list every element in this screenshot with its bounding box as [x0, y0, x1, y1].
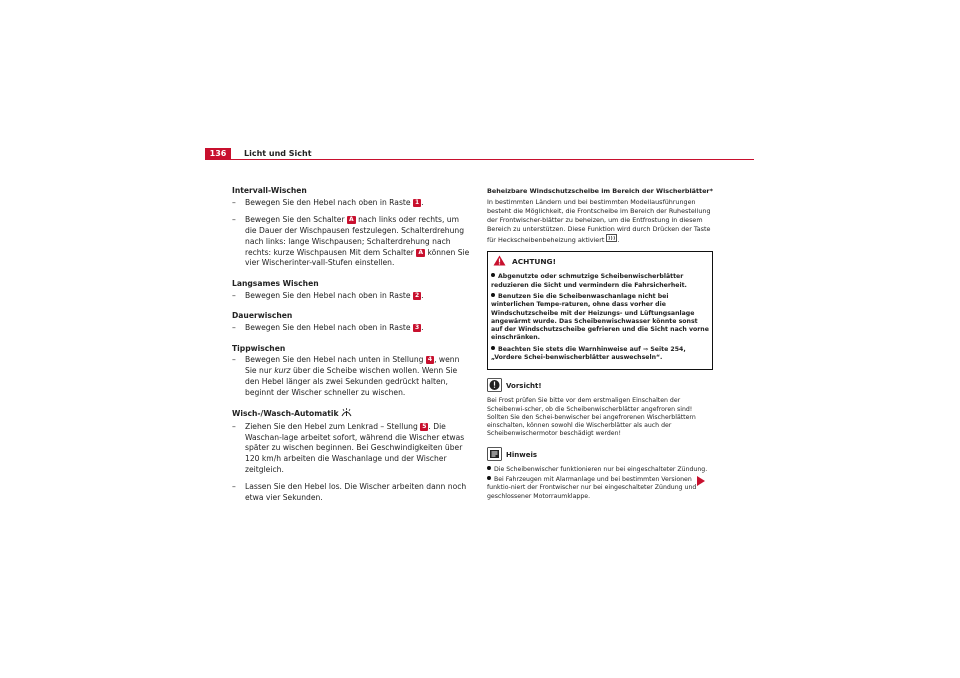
wasch-title-text: Wisch-/Wasch-Automatik	[232, 409, 339, 419]
position-badge-2: 2	[414, 291, 420, 299]
section-intervall	[232, 186, 472, 269]
warning-triangle-icon	[493, 255, 506, 269]
wasch-step-1-a: Ziehen Sie den Hebel zum Lenkrad – Stellung	[245, 421, 418, 431]
langsam-step: – Bewegen Sie den Hebel nach oben in Raste 2 .	[232, 290, 424, 300]
left-column	[232, 186, 472, 514]
dash: –	[232, 197, 236, 207]
caution-title: Vorsicht!	[506, 382, 542, 391]
page-title: Licht und Sicht	[244, 149, 312, 158]
hint-bullet-1-text: Die Scheibenwischer funktionieren nur bei eingeschalteter Zündung.	[494, 465, 708, 473]
intervall-step-1: – Bewegen Sie den Hebel nach oben in Raste 1 .	[232, 197, 424, 207]
bullet-dot	[491, 273, 495, 277]
right-column	[487, 187, 713, 503]
tipp-step-b: , wenn Sie nur	[245, 355, 460, 376]
wasch-title	[232, 408, 472, 421]
intervall-step-2	[232, 215, 472, 269]
tipp-title: Tippwischen	[232, 343, 286, 353]
warning-title: ACHTUNG!	[512, 256, 556, 266]
dash: –	[232, 323, 236, 333]
switch-badge-a-2: A	[418, 248, 424, 256]
bullet-dot	[487, 476, 491, 480]
dauer-step-text: Bewegen Sie den Hebel nach oben in Raste	[245, 323, 411, 333]
warning-box	[487, 251, 713, 370]
wasch-step-2-text: Lassen Sie den Hebel los. Die Wischer arbeiten dann noch etwa vier Sekunden.	[245, 482, 467, 503]
section-langsam	[232, 279, 472, 301]
switch-badge-a: A	[348, 216, 354, 224]
wiper-washer-icon	[341, 408, 352, 421]
caution-text: Bei Frost prüfen Sie bitte vor dem erstmaligen Einschalten der Scheibenwi-scher, ob die Scheibenwischerblätter angefroren sind! Sollten Sie den Schei-benwischer bei angefrorenen Wischerblättern einschalten, können sowohl die Wischerblätter als auch der Scheibenwischermotor beschädigt werden!	[487, 397, 696, 438]
wasch-step-2	[232, 482, 472, 503]
warning-bullet-2	[491, 293, 709, 343]
bullet-dot	[491, 293, 495, 297]
position-badge-4: 4	[427, 356, 433, 364]
tipp-step-c: über die Scheibe wischen wollen. Wenn Sie den Hebel länger als zwei Sekunden gedrückt halten, beginnt der Wischer schneller zu wischen.	[245, 366, 458, 397]
warning-bullet-3-a: Beachten Sie stets die Warnhinweise auf	[498, 345, 641, 353]
caution-icon	[487, 378, 502, 395]
bullet-dot	[487, 466, 491, 470]
dash: –	[232, 215, 236, 225]
hint-bullet-1	[487, 466, 713, 474]
wasch-step-1-b: . Die Waschan-lage arbeitet sofort, während die Wischer etwas später zu wischen beginnen. Bei Geschwindigkeiten über 120 km/h arbeiten die Waschanlage und der Wischer zeitgleich.	[245, 421, 465, 474]
hint-title: Hinweis	[506, 450, 538, 459]
intervall-step-2-b: nach links oder rechts, um die Dauer der Wischpausen festzulegen. Schalterdrehung nach links: lange Wischpausen; Schalterdrehung nach rechts: kurze Wischpausen Mit dem Schalter	[245, 215, 465, 257]
tipp-step	[232, 355, 472, 398]
hint-bullet-2	[487, 476, 713, 501]
dauer-title: Dauerwischen	[232, 311, 293, 321]
position-badge-3: 3	[414, 324, 420, 332]
hint-bullet-2-text: Bei Fahrzeugen mit Alarmanlage und bei bestimmten Versionen funktio-niert der Frontwischer nur bei eingeschalteter Zündung und geschlossener Motorraumklappe.	[487, 475, 697, 500]
caution-header	[487, 378, 713, 395]
hint-icon	[487, 447, 502, 464]
dash: –	[232, 482, 236, 492]
section-wasch	[232, 408, 472, 504]
section-dauer	[232, 311, 472, 333]
cross-reference-arrow-icon: ⇒	[643, 345, 649, 353]
warning-body	[488, 273, 712, 362]
wasch-step-1	[232, 422, 472, 476]
dash: –	[232, 421, 236, 431]
intervall-title: Intervall-Wischen	[232, 186, 307, 195]
position-badge-5: 5	[422, 422, 427, 430]
header-rule	[205, 159, 754, 160]
langsam-step-text: Bewegen Sie den Hebel nach oben in Raste	[245, 290, 411, 300]
heated-title: Beheizbare Windschutzscheibe im Bereich der Wischerblätter*	[487, 187, 713, 195]
warning-bullet-3-b: Seite 254, „Vordere Schei-benwischerblätter auswechseln“.	[491, 345, 686, 362]
dash: –	[232, 290, 236, 300]
langsam-title: Langsames Wischen	[232, 278, 319, 288]
warning-bullet-2-text: Benutzen Sie die Scheibenwaschanlage nicht bei winterlichen Tempe-raturen, ohne dass vorher die Windschutzscheibe mit der Heizungs- und Lüftungsanlage angewärmt wurde. Das Scheibenwischwasser könnte sonst auf der Windschutzscheibe gefrieren und die Sicht nach vorne einschränken.	[491, 292, 709, 342]
tipp-step-a: Bewegen Sie den Hebel nach unten in Stellung	[245, 355, 424, 365]
tipp-step-italic: kurz	[274, 366, 291, 376]
intervall-step-2-a: Bewegen Sie den Schalter	[245, 215, 345, 225]
page-number: 136	[205, 148, 231, 159]
heated-text	[487, 198, 713, 245]
position-badge-1: 1	[414, 198, 420, 206]
warning-header	[488, 252, 712, 273]
intervall-step-1-text: Bewegen Sie den Hebel nach oben in Raste	[245, 197, 411, 207]
bullet-dot	[491, 346, 495, 350]
dash: –	[232, 355, 236, 365]
warning-bullet-3	[491, 346, 709, 363]
dauer-step: – Bewegen Sie den Hebel nach oben in Raste 3 .	[232, 323, 424, 333]
section-tipp	[232, 344, 472, 399]
rear-window-heating-icon	[606, 235, 620, 244]
hint-body	[487, 466, 713, 501]
heated-text-end: .	[617, 235, 620, 244]
warning-bullet-1-text: Abgenutzte oder schmutzige Scheibenwischerblätter reduzieren die Sicht und vermindern die Fahrsicherheit.	[491, 273, 687, 289]
warning-bullet-1	[491, 273, 709, 290]
hint-header	[487, 447, 713, 464]
next-page-arrow-icon[interactable]	[697, 471, 705, 490]
intervall-step-2-c: können Sie vier Wischerinter-vall-Stufen einstellen.	[245, 247, 470, 268]
heated-text-body: In bestimmten Ländern und bei bestimmten Modellausführungen besteht die Möglichkeit, die Frontscheibe im Bereich der Ruhestellung der Frontwischer-blätter zu beheizen, um die Entfrostung in diesem Bereich zu unterstützen. Diese Funktion wird durch Drücken der Taste für Heckscheibenbeheizung aktiviert	[487, 197, 711, 244]
